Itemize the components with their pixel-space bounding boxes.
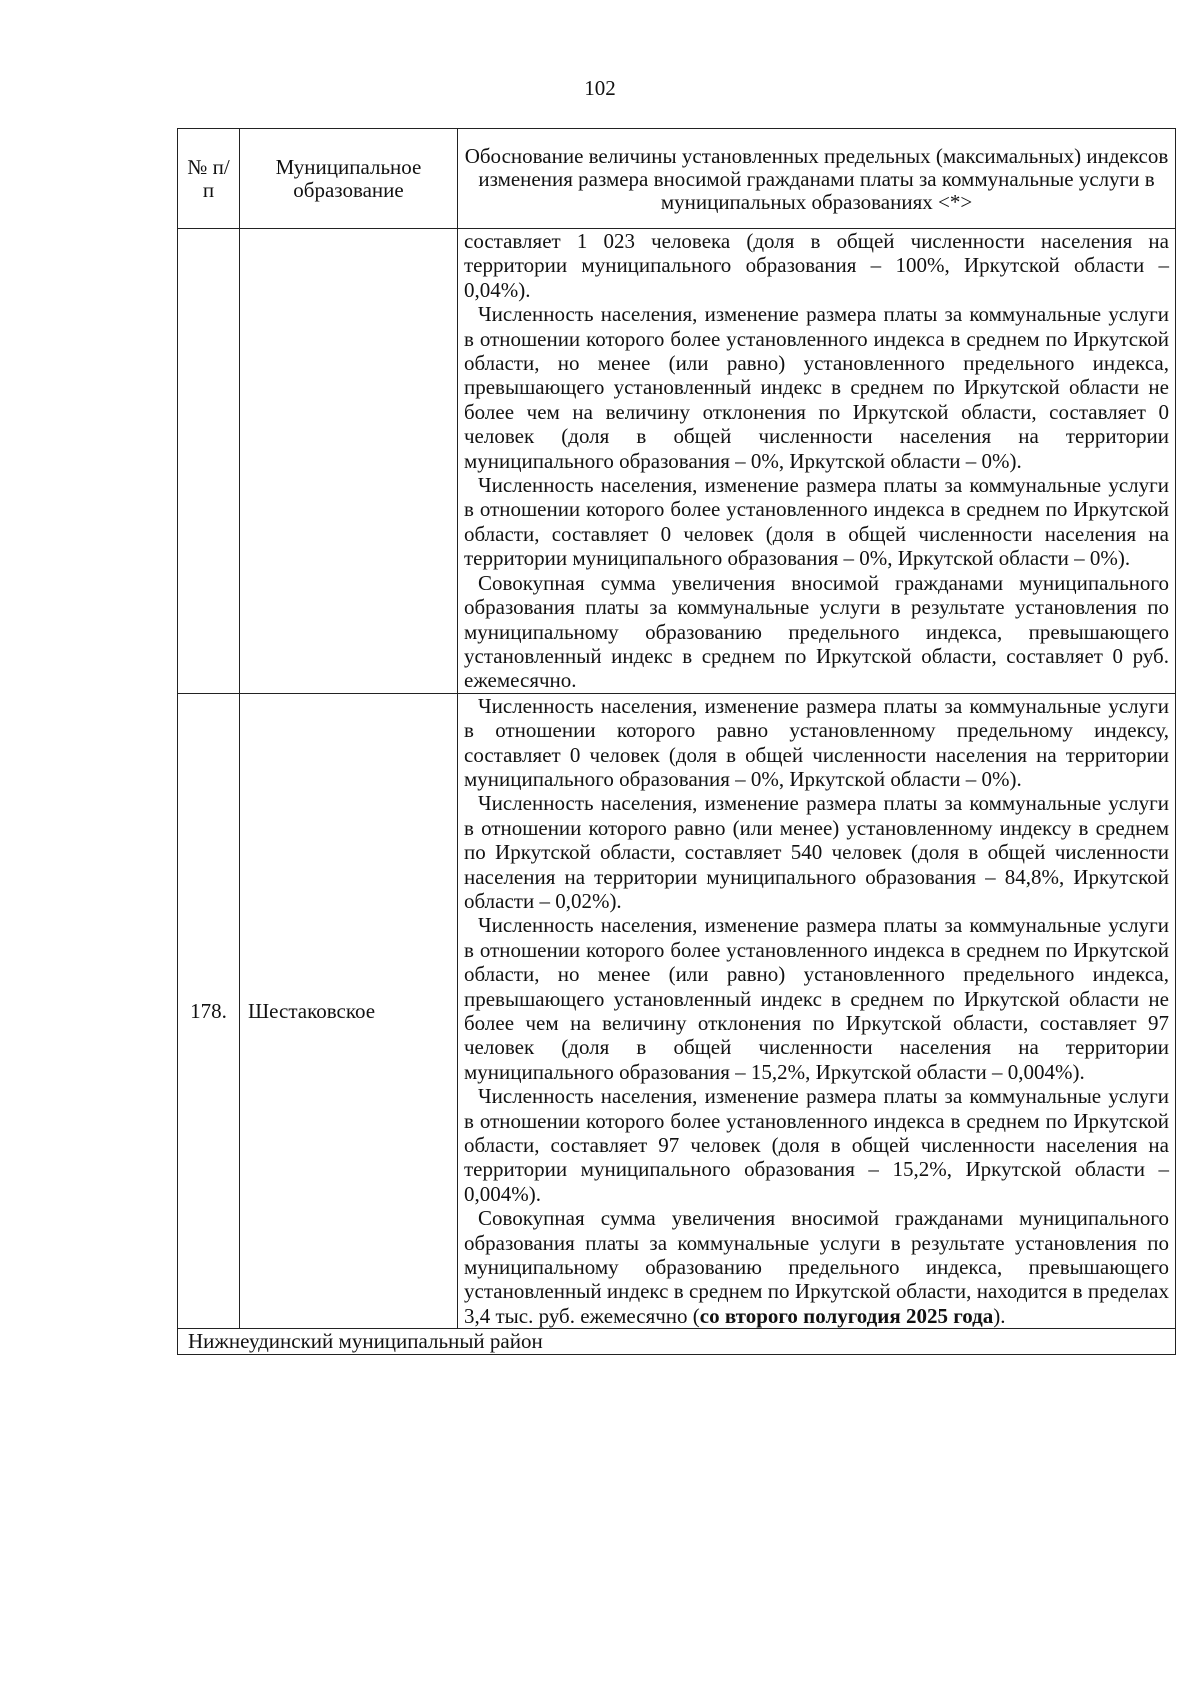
table-row-continuation — [178, 229, 1176, 694]
table-header-row — [178, 129, 1176, 229]
row-number: 178. — [178, 693, 240, 1329]
justification-paragraph: Численность населения, изменение размера платы за коммунальные услуги в отношении которого более установленного индекса в среднем по Иркутской области, но менее (или равно) установленного предельного индекса, превышающего установленный индекс в среднем по Иркутской области не более чем на величину отклонения по Иркутской области, составляет 0 человек (доля в общей численности населения на территории муниципального образования – 0%, Иркутской области – 0%). — [464, 302, 1169, 473]
header-justification: Обоснование величины установленных предельных (максимальных) индексов изменения размера вносимой гражданами платы за коммунальные услуги в муниципальных образованиях <*> — [458, 129, 1176, 229]
total-text-end: ). — [993, 1303, 1006, 1328]
justification-paragraph: Совокупная сумма увеличения вносимой гражданами муниципального образования платы за коммунальные услуги в результате установления по муниципальному образованию предельного индекса, превышающего установленный индекс в среднем по Иркутской области, составляет 0 руб. ежемесячно. — [464, 570, 1169, 693]
total-text-start: Совокупная сумма увеличения вносимой гражданами муниципального образования платы за коммунальные услуги в результате установления по муниципальному образованию предельного индекса, превышающего установленный индекс в среднем по Иркутской области, находится в пределах 3,4 тыс. руб. ежемесячно ( — [464, 1206, 1169, 1328]
row-justification-cell — [458, 693, 1176, 1329]
district-row — [178, 1329, 1176, 1355]
row-municipality: Шестаковское — [240, 693, 458, 1329]
table-row-178 — [178, 693, 1176, 1329]
row-justification-cell — [458, 229, 1176, 694]
justification-paragraph: Численность населения, изменение размера платы за коммунальные услуги в отношении которого более установленного индекса в среднем по Иркутской области, но менее (или равно) установленного предельного индекса, превышающего установленный индекс в среднем по Иркутской области не более чем на величину отклонения по Иркутской области, составляет 97 человек (доля в общей численности населения на территории муниципального образования – 15,2%, Иркутской области – 0,004%). — [464, 913, 1169, 1084]
row-municipality-cell-empty — [240, 229, 458, 694]
row-number-cell-empty — [178, 229, 240, 694]
justification-paragraph: составляет 1 023 человека (доля в общей численности населения на территории муниципального образования – 100%, Иркутской области – 0,04%). — [464, 229, 1169, 302]
page-number: 102 — [584, 76, 616, 100]
justification-paragraph-total — [464, 1206, 1169, 1328]
justification-paragraph: Численность населения, изменение размера платы за коммунальные услуги в отношении которого более установленного индекса в среднем по Иркутской области, составляет 97 человек (доля в общей численности населения на территории муниципального образования – 15,2%, Иркутской области – 0,004%). — [464, 1084, 1169, 1206]
total-period-bold: со второго полугодия 2025 года — [699, 1303, 994, 1328]
district-name: Нижнеудинский муниципальный район — [178, 1329, 1176, 1355]
tariff-index-table — [177, 128, 1176, 1355]
header-number: № п/п — [178, 129, 240, 229]
justification-paragraph: Численность населения, изменение размера платы за коммунальные услуги в отношении которого равно (или менее) установленному индексу в среднем по Иркутской области, составляет 540 человек (доля в общей численности населения на территории муниципального образования – 84,8%, Иркутской области – 0,02%). — [464, 791, 1169, 913]
justification-paragraph: Численность населения, изменение размера платы за коммунальные услуги в отношении которого более установленного индекса в среднем по Иркутской области, составляет 0 человек (доля в общей численности населения на территории муниципального образования – 0%, Иркутской области – 0%). — [464, 473, 1169, 571]
justification-paragraph: Численность населения, изменение размера платы за коммунальные услуги в отношении которого равно установленному предельному индексу, составляет 0 человек (доля в общей численности населения на территории муниципального образования – 0%, Иркутской области – 0%). — [464, 693, 1169, 791]
header-municipality: Муниципальное образование — [240, 129, 458, 229]
